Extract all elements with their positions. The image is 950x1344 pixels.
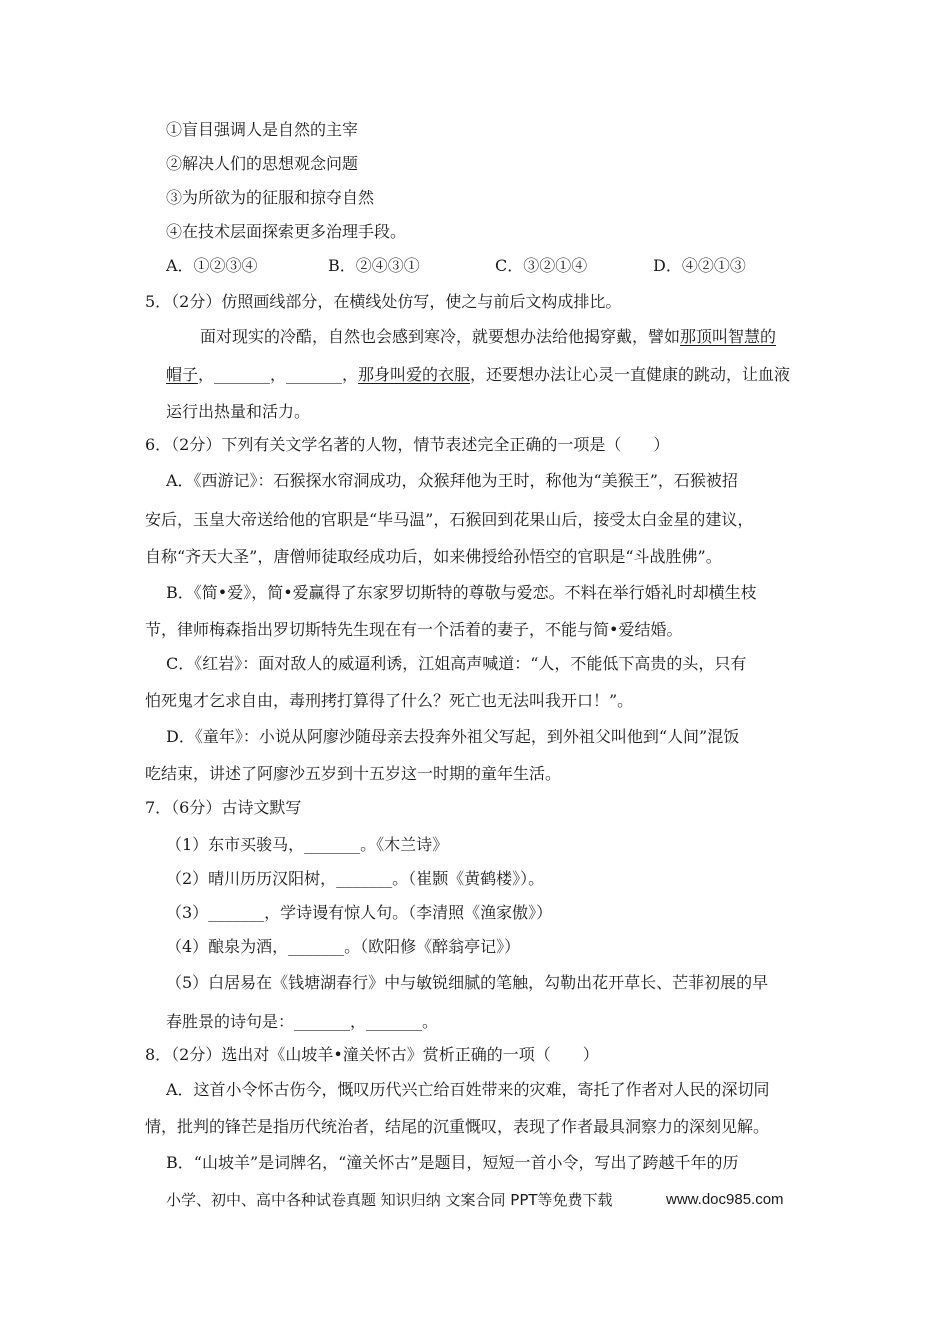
q6-stem: 6．（2分）下列有关文学名著的人物，情节表述完全正确的一项是（ ） — [145, 435, 670, 454]
q4-option-d: D．④②①③ — [653, 256, 746, 275]
q8-option-b-line-1: B．“山坡羊”是词牌名，“潼关怀古”是题目，短短一首小令，写出了跨越千年的历 — [166, 1153, 739, 1172]
q5-line-1 — [200, 327, 776, 347]
q6-option-c-line-1: C．《红岩》：面对敌人的威逼利诱，江姐高声喊道：“人，不能低下高贵的头，只有 — [166, 654, 747, 673]
q7-stem: 7．（6分）古诗文默写 — [145, 798, 302, 817]
q5-stem: 5．（2分）仿照画线部分，在横线处仿写，使之与前后文构成排比。 — [145, 292, 622, 311]
q4-item-4: ④在技术层面探索更多治理手段。 — [166, 222, 407, 241]
q6-option-c-line-2: 怕死鬼才乞求自由，毒刑拷打算得了什么？死亡也无法叫我开口！”。 — [145, 691, 634, 710]
q7-item-5-line-1: （5）白居易在《钱塘湖春行》中与敏锐细腻的笔触，勾勒出花开草长、芒菲初展的早 — [166, 973, 769, 992]
q4-option-c: C．③②①④ — [495, 256, 588, 275]
q7-item-5-line-2: 春胜景的诗句是：_______，_______。 — [166, 1012, 439, 1031]
q5-blanks: ，_______，_______， — [198, 365, 359, 384]
q4-item-1: ①盲目强调人是自然的主宰 — [166, 120, 359, 139]
q6-option-a-line-1: A．《西游记》：石猴探水帘洞成功，众猴拜他为王时，称他为“美猴王”，石猴被招 — [166, 471, 738, 490]
q4-item-3: ③为所欲为的征服和掠夺自然 — [166, 188, 375, 207]
footer-text: 小学、初中、高中各种试卷真题 知识归纳 文案合同 PPT等免费下载 — [166, 1191, 613, 1209]
q4-option-b: B．②④③① — [328, 256, 420, 275]
q5-underlined-phrase-1-end: 帽子 — [166, 365, 199, 384]
q5-line-2 — [166, 365, 790, 385]
q6-option-d-line-1: D．《童年》：小说从阿廖沙随母亲去投奔外祖父写起，到外祖父叫他到“人间”混饭 — [166, 727, 740, 746]
q6-option-b-line-2: 节，律师梅森指出罗切斯特先生现在有一个活着的妻子，不能与简•爱结婚。 — [145, 620, 683, 639]
q6-option-d-line-2: 吃结束，讲述了阿廖沙五岁到十五岁这一时期的童年生活。 — [145, 764, 562, 783]
q7-item-2: （2）晴川历历汉阳树，_______。（崔颢《黄鹤楼》）。 — [166, 869, 545, 888]
q4-option-a: A．①②③④ — [166, 256, 258, 275]
q5-underlined-phrase-1: 那顶叫智慧的 — [680, 327, 777, 346]
q7-item-4: （4）酿泉为酒，_______。（欧阳修《醉翁亭记》） — [166, 937, 521, 956]
q5-line-3: 运行出热量和活力。 — [166, 402, 311, 421]
q5-underlined-phrase-2: 那身叫爱的衣服 — [358, 365, 471, 384]
q4-item-2: ②解决人们的思想观念问题 — [166, 154, 359, 173]
footer — [166, 1190, 784, 1210]
q8-stem: 8．（2分）选出对《山坡羊•潼关怀古》赏析正确的一项（ ） — [145, 1045, 599, 1064]
q8-option-a-line-2: 情，批判的锋芒是指历代统治者，结尾的沉重慨叹，表现了作者最具洞察力的深刻见解。 — [145, 1117, 770, 1136]
q7-item-1: （1）东市买骏马，_______。《木兰诗》 — [166, 835, 449, 854]
q6-option-a-line-2: 安后，玉皇大帝送给他的官职是“毕马温”，石猴回到花果山后，接受太白金星的建议， — [145, 510, 754, 529]
q5-line-1-text: 面对现实的冷酷，自然也会感到寒冷，就要想办法给他揭穿戴，譬如 — [200, 327, 681, 346]
q5-line-2-text: ，还要想办法让心灵一直健康的跳动，让血液 — [470, 365, 791, 384]
q7-item-3: （3）_______，学诗谩有惊人句。（李清照《渔家傲》） — [166, 903, 553, 922]
q6-option-b-line-1: B．《简•爱》，简•爱赢得了东家罗切斯特的尊敬与爱恋。不料在举行婚礼时却横生枝 — [166, 583, 757, 602]
footer-site-link[interactable]: www.doc985.com — [666, 1191, 784, 1208]
q8-option-a-line-1: A．这首小令怀古伤今，慨叹历代兴亡给百姓带来的灾难，寄托了作者对人民的深切同 — [166, 1080, 770, 1099]
q6-option-a-line-3: 自称“齐天大圣”，唐僧师徒取经成功后，如来佛授给孙悟空的官职是“斗战胜佛”。 — [145, 547, 722, 566]
